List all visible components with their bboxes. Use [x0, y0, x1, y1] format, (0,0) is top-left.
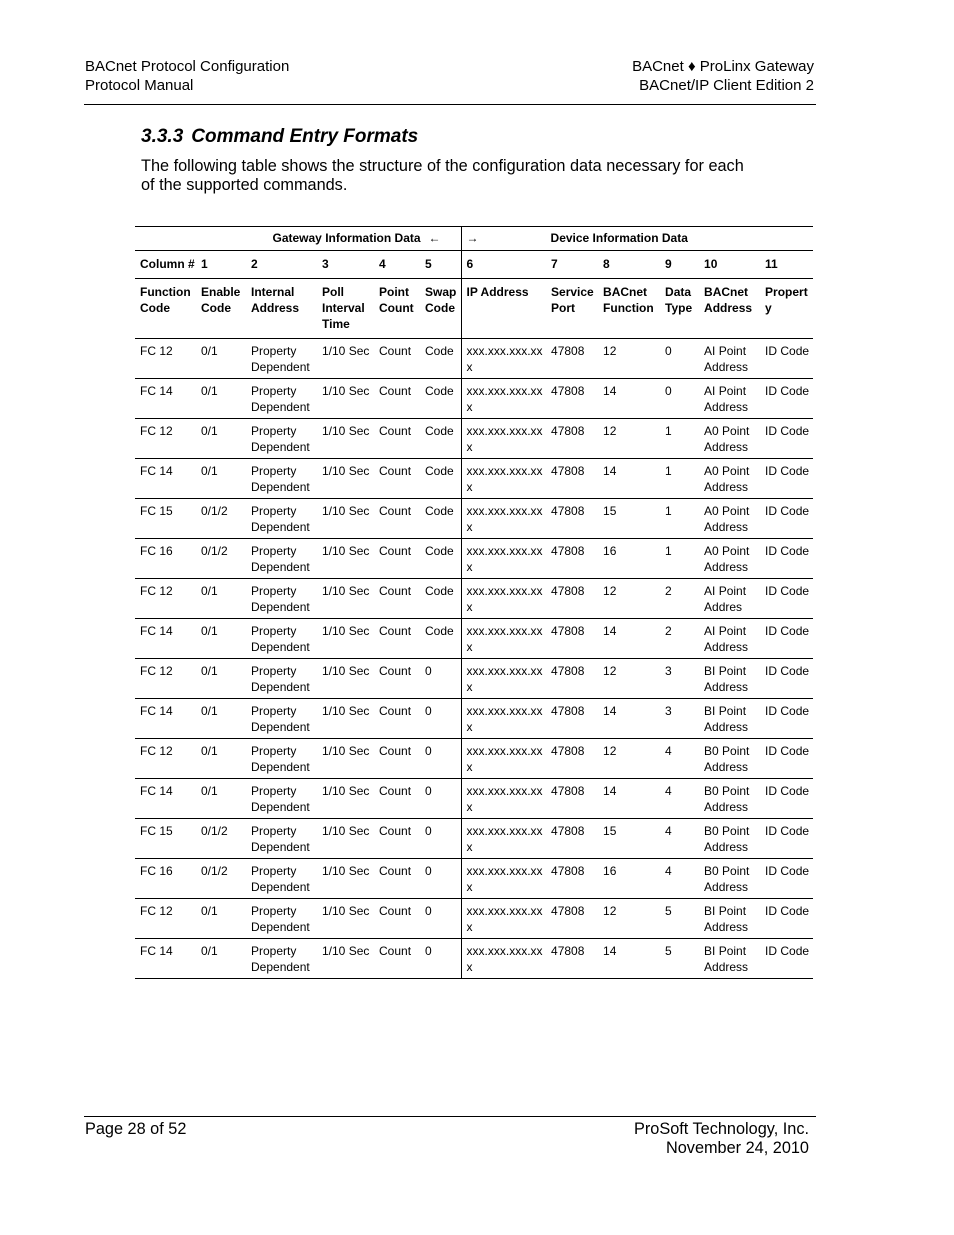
- table-cell: Count: [374, 819, 420, 859]
- table-cell: AI Point Addres: [699, 579, 760, 619]
- left-arrow-icon: ←: [428, 231, 441, 245]
- footer-right: [634, 1120, 809, 1158]
- table-cell: 1/10 Sec: [317, 939, 374, 979]
- table-cell: xxx.xxx.xxx.xxx: [461, 619, 546, 659]
- table-cell: Count: [374, 339, 420, 379]
- section-number: 3.3.3: [141, 126, 184, 147]
- table-cell: ID Code: [760, 819, 813, 859]
- header-product-name: BACnet ♦ ProLinx Gateway: [632, 58, 814, 75]
- table-cell: 0: [420, 779, 461, 819]
- table-cell: ID Code: [760, 579, 813, 619]
- column-number-cell: 10: [699, 251, 760, 279]
- table-row: [135, 339, 813, 379]
- table-cell: Property Dependent: [246, 419, 317, 459]
- column-header-cell: Propert y: [760, 279, 813, 339]
- running-header-left: [85, 57, 289, 95]
- table-cell: 47808: [546, 459, 598, 499]
- table-cell: 1/10 Sec: [317, 459, 374, 499]
- table-cell: 47808: [546, 859, 598, 899]
- table-cell: xxx.xxx.xxx.xxx: [461, 899, 546, 939]
- table-cell: 14: [598, 939, 660, 979]
- header-doc-title: BACnet Protocol Configuration: [85, 58, 290, 75]
- command-entry-table: [135, 226, 813, 979]
- table-cell: xxx.xxx.xxx.xxx: [461, 779, 546, 819]
- table-cell: ID Code: [760, 779, 813, 819]
- column-header-cell: Service Port: [546, 279, 598, 339]
- column-header-cell: Internal Address: [246, 279, 317, 339]
- column-number-cell: 9: [660, 251, 699, 279]
- column-name-row: [135, 279, 813, 339]
- table-cell: FC 14: [135, 459, 196, 499]
- table-cell: 14: [598, 699, 660, 739]
- table-cell: 4: [660, 779, 699, 819]
- table-cell: 0: [420, 699, 461, 739]
- table-cell: xxx.xxx.xxx.xxx: [461, 539, 546, 579]
- table-cell: 1/10 Sec: [317, 339, 374, 379]
- table-cell: B0 Point Address: [699, 859, 760, 899]
- table-group-header-row: [135, 227, 813, 251]
- column-header-cell: Poll Interval Time: [317, 279, 374, 339]
- table-cell: Property Dependent: [246, 739, 317, 779]
- table-cell: ID Code: [760, 699, 813, 739]
- table-row: [135, 779, 813, 819]
- table-cell: xxx.xxx.xxx.xxx: [461, 699, 546, 739]
- table-row: [135, 579, 813, 619]
- table-cell: Code: [420, 379, 461, 419]
- table-cell: ID Code: [760, 899, 813, 939]
- table-cell: 14: [598, 619, 660, 659]
- table-cell: 12: [598, 419, 660, 459]
- section-heading: [141, 126, 418, 148]
- table-cell: 1/10 Sec: [317, 899, 374, 939]
- table-row: [135, 379, 813, 419]
- table-cell: 1: [660, 419, 699, 459]
- column-header-cell: Enable Code: [196, 279, 246, 339]
- table-cell: A0 Point Address: [699, 499, 760, 539]
- device-info-group: [461, 227, 813, 251]
- table-cell: 12: [598, 659, 660, 699]
- footer-date: November 24, 2010: [665, 1139, 809, 1157]
- column-number-cell: 8: [598, 251, 660, 279]
- table-cell: xxx.xxx.xxx.xxx: [461, 739, 546, 779]
- table-row: [135, 899, 813, 939]
- table-cell: 12: [598, 339, 660, 379]
- table-row: [135, 739, 813, 779]
- table-cell: Count: [374, 739, 420, 779]
- column-header-cell: Point Count: [374, 279, 420, 339]
- table-cell: Property Dependent: [246, 939, 317, 979]
- table-cell: 0/1: [196, 939, 246, 979]
- table-row: [135, 699, 813, 739]
- table-cell: 1/10 Sec: [317, 739, 374, 779]
- table-cell: A0 Point Address: [699, 539, 760, 579]
- table-cell: Code: [420, 539, 461, 579]
- table-cell: Property Dependent: [246, 819, 317, 859]
- table-cell: Count: [374, 699, 420, 739]
- footer-divider: [84, 1116, 816, 1117]
- table-cell: FC 14: [135, 699, 196, 739]
- table-cell: A0 Point Address: [699, 459, 760, 499]
- table-cell: 47808: [546, 699, 598, 739]
- table-cell: 0/1: [196, 379, 246, 419]
- table-cell: 0/1/2: [196, 859, 246, 899]
- table-cell: 1/10 Sec: [317, 619, 374, 659]
- table-cell: Property Dependent: [246, 379, 317, 419]
- table-row: [135, 659, 813, 699]
- table-cell: Code: [420, 499, 461, 539]
- running-header-right: [632, 57, 814, 95]
- table-cell: FC 14: [135, 779, 196, 819]
- table-cell: 4: [660, 739, 699, 779]
- table-cell: ID Code: [760, 739, 813, 779]
- table-cell: 47808: [546, 499, 598, 539]
- table-cell: FC 14: [135, 619, 196, 659]
- table-cell: 1/10 Sec: [317, 859, 374, 899]
- table-cell: 1/10 Sec: [317, 419, 374, 459]
- table-cell: Code: [420, 619, 461, 659]
- column-header-cell: IP Address: [461, 279, 546, 339]
- table-cell: FC 16: [135, 859, 196, 899]
- table-cell: ID Code: [760, 379, 813, 419]
- gateway-info-label: Gateway Information Data: [272, 231, 421, 245]
- table-row: [135, 859, 813, 899]
- table-cell: xxx.xxx.xxx.xxx: [461, 939, 546, 979]
- table-cell: 2: [660, 619, 699, 659]
- table-cell: 14: [598, 459, 660, 499]
- table-cell: AI Point Address: [699, 619, 760, 659]
- table-cell: Property Dependent: [246, 859, 317, 899]
- table-cell: Count: [374, 459, 420, 499]
- table-cell: BI Point Address: [699, 939, 760, 979]
- table-cell: 47808: [546, 579, 598, 619]
- table-cell: 4: [660, 859, 699, 899]
- table-cell: 1/10 Sec: [317, 539, 374, 579]
- table-cell: Count: [374, 379, 420, 419]
- table-cell: Property Dependent: [246, 459, 317, 499]
- header-product-edition: BACnet/IP Client Edition 2: [639, 77, 814, 94]
- table-cell: Code: [420, 419, 461, 459]
- table-cell: A0 Point Address: [699, 419, 760, 459]
- table-row: [135, 459, 813, 499]
- table-cell: xxx.xxx.xxx.xxx: [461, 419, 546, 459]
- table-cell: 14: [598, 379, 660, 419]
- table-cell: 0/1/2: [196, 539, 246, 579]
- table-cell: Count: [374, 579, 420, 619]
- table-cell: 0: [660, 379, 699, 419]
- table-cell: 0/1: [196, 739, 246, 779]
- column-number-cell: 2: [246, 251, 317, 279]
- table-cell: Count: [374, 859, 420, 899]
- table-cell: 0/1: [196, 659, 246, 699]
- table-cell: BI Point Address: [699, 899, 760, 939]
- table-cell: 1: [660, 499, 699, 539]
- table-cell: 47808: [546, 659, 598, 699]
- table-cell: 4: [660, 819, 699, 859]
- table-cell: B0 Point Address: [699, 819, 760, 859]
- table-cell: B0 Point Address: [699, 779, 760, 819]
- table-cell: Count: [374, 779, 420, 819]
- table-cell: xxx.xxx.xxx.xxx: [461, 459, 546, 499]
- table-cell: Count: [374, 899, 420, 939]
- table-cell: Property Dependent: [246, 899, 317, 939]
- table-cell: AI Point Address: [699, 339, 760, 379]
- table-cell: xxx.xxx.xxx.xxx: [461, 859, 546, 899]
- table-cell: FC 12: [135, 739, 196, 779]
- table-cell: FC 14: [135, 379, 196, 419]
- column-header-cell: BACnet Function: [598, 279, 660, 339]
- column-number-cell: Column #: [135, 251, 196, 279]
- table-cell: FC 12: [135, 899, 196, 939]
- table-cell: 3: [660, 699, 699, 739]
- table-cell: BI Point Address: [699, 659, 760, 699]
- table-cell: Code: [420, 459, 461, 499]
- table-cell: 0/1: [196, 619, 246, 659]
- table-cell: 0: [420, 819, 461, 859]
- right-arrow-icon: →: [466, 231, 479, 245]
- table-cell: 47808: [546, 939, 598, 979]
- column-number-cell: 7: [546, 251, 598, 279]
- table-cell: Code: [420, 579, 461, 619]
- table-row: [135, 539, 813, 579]
- table-cell: Property Dependent: [246, 539, 317, 579]
- table-cell: 3: [660, 659, 699, 699]
- table-cell: Count: [374, 659, 420, 699]
- table-cell: 12: [598, 899, 660, 939]
- table-cell: 5: [660, 899, 699, 939]
- column-number-cell: 11: [760, 251, 813, 279]
- table-cell: Count: [374, 419, 420, 459]
- table-cell: 0/1/2: [196, 499, 246, 539]
- table-row: [135, 419, 813, 459]
- column-number-cell: 4: [374, 251, 420, 279]
- table-cell: Count: [374, 539, 420, 579]
- table-cell: Property Dependent: [246, 659, 317, 699]
- table-cell: 0: [420, 659, 461, 699]
- column-number-cell: 6: [461, 251, 546, 279]
- table-cell: FC 15: [135, 819, 196, 859]
- table-cell: 47808: [546, 819, 598, 859]
- table-cell: ID Code: [760, 939, 813, 979]
- table-cell: 0: [660, 339, 699, 379]
- table-cell: 47808: [546, 779, 598, 819]
- table-cell: 47808: [546, 339, 598, 379]
- column-number-row: [135, 251, 813, 279]
- table-cell: 16: [598, 539, 660, 579]
- column-header-cell: Function Code: [135, 279, 196, 339]
- table-cell: ID Code: [760, 459, 813, 499]
- table-cell: 1: [660, 459, 699, 499]
- table-cell: 1/10 Sec: [317, 659, 374, 699]
- table-cell: ID Code: [760, 619, 813, 659]
- table-cell: 47808: [546, 739, 598, 779]
- table-cell: Count: [374, 499, 420, 539]
- table-cell: 1/10 Sec: [317, 379, 374, 419]
- footer-company: ProSoft Technology, Inc.: [634, 1120, 809, 1138]
- table-cell: BI Point Address: [699, 699, 760, 739]
- table-cell: FC 15: [135, 499, 196, 539]
- column-header-cell: Data Type: [660, 279, 699, 339]
- table-row: [135, 499, 813, 539]
- table-cell: FC 12: [135, 579, 196, 619]
- table-cell: FC 12: [135, 659, 196, 699]
- table-cell: Property Dependent: [246, 779, 317, 819]
- table-cell: 12: [598, 739, 660, 779]
- table-cell: ID Code: [760, 419, 813, 459]
- table-cell: xxx.xxx.xxx.xxx: [461, 819, 546, 859]
- table-cell: 1: [660, 539, 699, 579]
- table-row: [135, 939, 813, 979]
- table-cell: 0: [420, 899, 461, 939]
- header-divider: [84, 104, 816, 105]
- table-cell: 0/1: [196, 899, 246, 939]
- table-cell: Property Dependent: [246, 499, 317, 539]
- table-cell: 0/1: [196, 579, 246, 619]
- table-cell: 1/10 Sec: [317, 819, 374, 859]
- table-cell: 16: [598, 859, 660, 899]
- table-cell: ID Code: [760, 859, 813, 899]
- table-cell: FC 14: [135, 939, 196, 979]
- table-cell: 0/1: [196, 459, 246, 499]
- table-cell: 1/10 Sec: [317, 779, 374, 819]
- table-cell: 2: [660, 579, 699, 619]
- table-cell: FC 12: [135, 419, 196, 459]
- device-info-label: Device Information Data: [550, 231, 688, 245]
- table-cell: xxx.xxx.xxx.xxx: [461, 379, 546, 419]
- table-cell: xxx.xxx.xxx.xxx: [461, 579, 546, 619]
- table-cell: Count: [374, 619, 420, 659]
- table-cell: 47808: [546, 419, 598, 459]
- table-cell: 14: [598, 779, 660, 819]
- table-cell: 5: [660, 939, 699, 979]
- table-cell: 0/1: [196, 699, 246, 739]
- table-cell: xxx.xxx.xxx.xxx: [461, 659, 546, 699]
- table-cell: 1/10 Sec: [317, 499, 374, 539]
- table-cell: 47808: [546, 539, 598, 579]
- table-cell: xxx.xxx.xxx.xxx: [461, 339, 546, 379]
- table-cell: 1/10 Sec: [317, 579, 374, 619]
- table-cell: ID Code: [760, 339, 813, 379]
- table-cell: B0 Point Address: [699, 739, 760, 779]
- table-cell: 47808: [546, 379, 598, 419]
- column-header-cell: BACnet Address: [699, 279, 760, 339]
- table-cell: 47808: [546, 619, 598, 659]
- table-cell: FC 12: [135, 339, 196, 379]
- table-cell: 0/1/2: [196, 819, 246, 859]
- table-cell: Property Dependent: [246, 619, 317, 659]
- table-cell: FC 16: [135, 539, 196, 579]
- table-cell: 0/1: [196, 419, 246, 459]
- table-cell: ID Code: [760, 499, 813, 539]
- table-cell: Property Dependent: [246, 699, 317, 739]
- column-header-cell: Swap Code: [420, 279, 461, 339]
- table-cell: xxx.xxx.xxx.xxx: [461, 499, 546, 539]
- section-intro-paragraph: The following table shows the structure of the configuration data necessary for each of the supported commands.: [141, 157, 744, 194]
- table-cell: 15: [598, 819, 660, 859]
- table-cell: Count: [374, 939, 420, 979]
- section-title: Command Entry Formats: [191, 126, 419, 147]
- table-cell: ID Code: [760, 659, 813, 699]
- table-cell: ID Code: [760, 539, 813, 579]
- table-row: [135, 619, 813, 659]
- table-cell: Code: [420, 339, 461, 379]
- table-cell: 0/1: [196, 779, 246, 819]
- table-cell: 15: [598, 499, 660, 539]
- table-cell: 0: [420, 859, 461, 899]
- header-doc-subtitle: Protocol Manual: [85, 77, 194, 94]
- gateway-info-group: [135, 227, 461, 251]
- table-row: [135, 819, 813, 859]
- column-number-cell: 5: [420, 251, 461, 279]
- table-cell: Property Dependent: [246, 339, 317, 379]
- table-cell: AI Point Address: [699, 379, 760, 419]
- column-number-cell: 1: [196, 251, 246, 279]
- table-cell: 0: [420, 739, 461, 779]
- table-cell: Property Dependent: [246, 579, 317, 619]
- page-number: Page 28 of 52: [85, 1120, 187, 1138]
- table-cell: 0: [420, 939, 461, 979]
- column-number-cell: 3: [317, 251, 374, 279]
- table-cell: 0/1: [196, 339, 246, 379]
- table-cell: 1/10 Sec: [317, 699, 374, 739]
- table-cell: 12: [598, 579, 660, 619]
- table-cell: 47808: [546, 899, 598, 939]
